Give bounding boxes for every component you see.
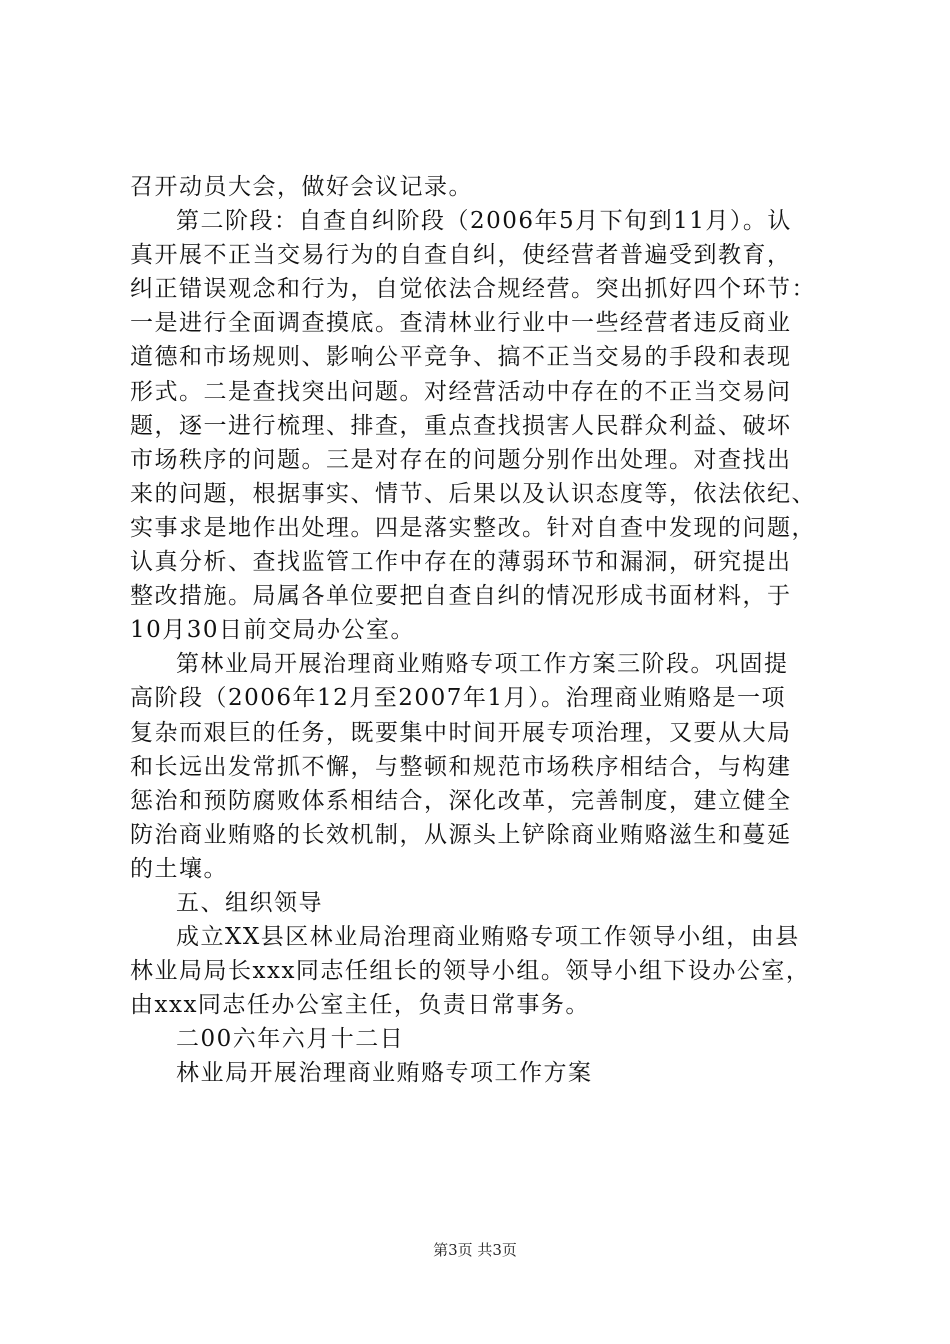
text-line: 一是进行全面调查摸底。查清林业行业中一些经营者违反商业 xyxy=(130,310,792,337)
text-line: 认真分析、查找监管工作中存在的薄弱环节和漏洞，研究提出 xyxy=(130,549,792,576)
text-line: 和长远出发常抓不懈，与整顿和规范市场秩序相结合，与构建 xyxy=(130,753,792,780)
text-line: 道德和市场规则、影响公平竞争、搞不正当交易的手段和表现 xyxy=(130,344,792,371)
document-date: 二00六年六月十二日 xyxy=(176,1026,405,1053)
text-line: 高阶段（2006年12月至2007年1月）。治理商业贿赂是一项 xyxy=(130,685,786,712)
text-line: 第二阶段：自查自纠阶段（2006年5月下旬到11月）。认 xyxy=(176,208,792,235)
text-line: 林业局局长xxx同志任组长的领导小组。领导小组下设办公室， xyxy=(130,958,811,985)
text-line: 防治商业贿赂的长效机制，从源头上铲除商业贿赂滋生和蔓延 xyxy=(130,821,792,848)
text-line: 成立XX县区林业局治理商业贿赂专项工作领导小组，由县 xyxy=(176,924,800,951)
text-line: 第林业局开展治理商业贿赂专项工作方案三阶段。巩固提 xyxy=(176,651,789,678)
text-line: 10月30日前交局办公室。 xyxy=(130,617,416,644)
text-line: 来的问题，根据事实、情节、后果以及认识态度等，依法依纪、 xyxy=(130,480,816,507)
page-number: 第3页 共3页 xyxy=(433,1241,517,1259)
text-line: 形式。二是查找突出问题。对经营活动中存在的不正当交易问 xyxy=(130,378,792,405)
text-line: 题，逐一进行梳理、排查，重点查找损害人民群众利益、破坏 xyxy=(130,412,792,439)
text-line: 整改措施。局属各单位要把自查自纠的情况形成书面材料，于 xyxy=(130,583,792,610)
text-line: 复杂而艰巨的任务，既要集中时间开展专项治理，又要从大局 xyxy=(130,719,792,746)
text-line: 实事求是地作出处理。四是落实整改。针对自查中发现的问题， xyxy=(130,514,816,541)
text-line: 纠正错误观念和行为，自觉依法合规经营。突出抓好四个环节： xyxy=(130,276,816,303)
document-title: 林业局开展治理商业贿赂专项工作方案 xyxy=(176,1060,593,1087)
document-body xyxy=(130,170,830,1091)
text-line: 由xxx同志任办公室主任，负责日常事务。 xyxy=(130,992,590,1019)
text-line: 市场秩序的问题。三是对存在的问题分别作出处理。对查找出 xyxy=(130,446,792,473)
section-heading: 五、组织领导 xyxy=(176,889,323,916)
text-line: 真开展不正当交易行为的自查自纠，使经营者普遍受到教育， xyxy=(130,242,792,269)
text-line: 惩治和预防腐败体系相结合，深化改革，完善制度，建立健全 xyxy=(130,787,792,814)
text-line: 召开动员大会，做好会议记录。 xyxy=(130,174,473,200)
page-footer xyxy=(0,1240,950,1260)
text-line: 的土壤。 xyxy=(130,855,228,882)
